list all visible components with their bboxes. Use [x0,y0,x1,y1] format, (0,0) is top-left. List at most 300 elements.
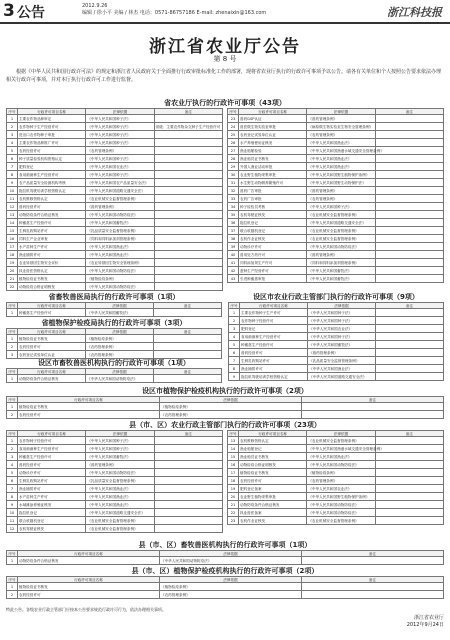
table-row [7,525,223,533]
column-header: 行政许可项目名称 [18,431,86,437]
table-cell: 农药经营许可 [18,147,86,155]
table-cell: 水产苗种生产许可 [18,493,86,501]
table-row [228,155,444,163]
table-cell [375,179,443,187]
table-cell: 36 [228,219,239,227]
table-cell [375,469,443,477]
table-row [228,115,444,123]
table-cell [154,469,222,477]
table-cell [375,227,443,235]
header-editor: 编辑 / 徐小平 美编 / 林杰 [82,10,139,16]
table-cell: 外国人渔业活动审批 [239,163,307,171]
table-cell [154,485,222,493]
table-cell [375,445,443,453]
table-cell [154,203,222,211]
permit-table [6,550,444,565]
table-cell [375,163,443,171]
table-cell: 种畜禽生产经营许可 [18,453,86,461]
table-cell: 《中华人民共和国种子法》 [86,445,154,453]
table-cell: 水生野生动物驯养繁殖许可 [239,179,307,187]
table-cell [154,235,222,243]
table-cell: 种畜禽生产经营许可 [18,309,86,317]
table-row [228,251,444,259]
table-cell: 水产养殖使用证核发 [239,139,307,147]
column-header: 法律依据 [86,369,154,375]
table-cell: 16 [228,461,239,469]
table-row [228,437,444,445]
column-header: 行政许可项目名称 [18,109,86,115]
table-cell: 《农药管理条例》 [86,147,154,155]
section-title: 省农业厅执行的行政许可事项（43项） [164,99,286,107]
table-row [7,309,222,317]
section-title: 县（市、区）农业行政主管部门执行的行政许可事项（23项） [129,421,321,429]
table-cell: 农机驾驶证核发 [18,525,86,533]
table-cell [375,171,443,179]
table-cell: 42 [228,267,239,275]
table-cell: 植物检疫证书核发 [18,335,86,343]
table-cell: 《中华人民共和国渔业法》 [307,139,375,147]
table-cell: 《中华人民共和国畜牧法》 [86,309,154,317]
table-row [228,235,444,243]
column-header: 序号 [8,369,16,374]
table-cell: 《中华人民共和国渔业法》 [86,493,154,501]
table-row [7,403,444,411]
column-header: 序号 [229,109,237,114]
table-cell: 《农业机械安全监督管理条例》 [86,195,154,203]
column-header: 序号 [8,397,16,402]
table-cell: 21 [7,275,18,283]
table-cell [154,139,222,147]
section-name: 公告 [17,5,45,21]
table-cell: 《中华人民共和国畜牧法》 [307,275,375,283]
table-row [7,461,223,469]
table-cell [154,445,222,453]
table-cell: 渔业船舶登记 [239,445,307,453]
table-cell [375,437,443,445]
header-phone: 电话：0571-86757186 [139,10,195,16]
table-cell: 《兽药管理条例》 [307,187,375,195]
table-cell: 《农业机械安全监督管理条例》 [307,235,375,243]
table-cell: 35 [228,211,239,219]
table-cell: 8 [229,365,240,373]
table-row [7,139,223,147]
table-cell: 渔业船员证书核发 [239,155,307,163]
table-cell: 《农药管理条例》 [160,591,302,599]
table-cell: 植物检疫证书核发 [239,469,307,477]
section-title: 设区市植物保护检疫机构执行的行政许可事项（2项） [142,387,308,395]
table-row [7,131,223,139]
table-cell: 种畜禽生产经营许可 [240,341,308,349]
permit-table [227,430,444,525]
column-header: 备注 [154,303,222,309]
table-cell: 联合收割机登记 [239,227,307,235]
table-cell: 17 [228,469,239,477]
table-row [228,171,444,179]
table-cell: 5 [7,147,18,155]
column-header: 序号 [8,329,16,334]
table-cell: 农机驾驶证核发 [239,211,307,219]
table-cell: 2 [229,317,240,325]
table-cell: 动物防疫条件合格证核发 [18,557,160,565]
column-header: 备注 [375,109,443,115]
column-header: 序号 [230,303,238,308]
table-row [228,195,444,203]
table-cell [154,509,222,517]
footer-date: 2012年9月24日 [406,622,444,628]
table-cell: 27 [228,147,239,155]
table-cell: 《中华人民共和国种子法》 [86,437,154,445]
table-row [7,509,223,517]
table-cell: 11 [7,517,18,525]
table-cell: 《植物检疫条例》 [86,335,154,343]
table-row [7,493,223,501]
table-cell: 28 [228,155,239,163]
table-cell: 农药经营许可 [239,477,307,485]
column-header: 法律依据 [86,329,154,335]
table-cell: 拖拉机驾驶培训学校资格认定 [240,373,308,381]
table-row [7,259,223,267]
table-cell: 10 [7,187,18,195]
permit-table [227,108,444,283]
table-cell: 33 [228,195,239,203]
table-cell: 5 [229,341,240,349]
table-row [7,557,444,565]
table-row [228,219,444,227]
table-cell: 农药经营许可 [18,343,86,351]
table-cell [154,155,222,163]
permit-table [6,368,222,383]
table-cell: 13 [7,211,18,219]
table-cell: 《农药管理条例》 [86,343,154,351]
table-cell [376,341,444,349]
table-cell: 动物防疫条件合格证核发 [239,501,307,509]
table-row [228,227,444,235]
table-cell [154,453,222,461]
table-cell: 农作物种子经营许可 [240,317,308,325]
footer-signature: 浙江省农业厅 [413,615,444,621]
table-cell: 进出口农作物种子审批 [18,131,86,139]
table-row [7,283,223,291]
table-cell: 《中华人民共和国野生植物保护条例》 [307,171,375,179]
table-cell: 19 [7,259,18,267]
column-header: 序号 [8,303,16,308]
table-cell: 《中华人民共和国农业法》 [86,163,154,171]
table-row [7,453,223,461]
table-cell: 2 [7,411,18,419]
table-cell: 《兽药管理条例》 [86,203,154,211]
table-row [7,179,223,187]
table-row [7,171,223,179]
table-cell: 《中华人民共和国渔业法》 [307,453,375,461]
table-cell: 29 [228,163,239,171]
table-cell: 《中华人民共和国动物防疫法》 [86,283,154,291]
table-cell: 24 [228,123,239,131]
column-header: 法律依据 [86,109,154,115]
table-cell: 《中华人民共和国动物防疫法》 [307,501,375,509]
table-cell: 22 [7,283,18,291]
table-cell [375,509,443,517]
table-cell: 《乳品质量安全监督管理条例》 [308,357,376,365]
table-cell: 《兽药管理条例》 [86,461,154,469]
column-header: 序号 [8,431,16,436]
table-cell: 2 [7,123,18,131]
table-cell: 生鲜乳收购站许可 [18,227,86,235]
table-cell [375,195,443,203]
table-row [228,123,444,131]
table-cell: 41 [228,259,239,267]
table-cell: 兽药经营许可 [18,203,86,211]
table-row [228,259,444,267]
table-cell: 《中华人民共和国道路交通安全法》 [86,187,154,195]
table-cell: 蚕种生产经营许可 [239,267,307,275]
table-cell: 执业兽医备案 [239,509,307,517]
table-cell: 《中华人民共和国渔业法》 [307,163,375,171]
table-cell: 18 [7,251,18,259]
table-cell [375,501,443,509]
table-cell: 9 [7,501,18,509]
table-cell [375,251,443,259]
table-row [7,501,223,509]
section-title: 设区市农业行政主管部门执行的行政许可事项（9项） [253,293,419,301]
table-row [229,317,444,325]
table-cell: 13 [228,437,239,445]
table-cell [154,493,222,501]
table-cell: 2 [7,445,18,453]
column-header: 备注 [154,431,222,437]
table-cell: 《中华人民共和国渔业法》 [86,251,154,259]
table-cell: 《农药管理条例》 [160,411,302,419]
table-cell [154,517,222,525]
table-cell [375,267,443,275]
table-cell: 11 [7,195,18,203]
table-cell: 《中华人民共和国种子法》 [86,139,154,147]
table-cell [375,115,443,123]
table-cell: 《植物检疫条例》 [86,275,154,283]
table-cell: 执业兽医资格认定 [18,267,86,275]
section-title: 省畜牧兽医局执行的行政许可事项（1项） [48,293,180,301]
table-cell [154,375,222,383]
table-cell: 兽药广告审批 [239,187,307,195]
table-cell: 动物诊疗许可 [18,469,86,477]
table-row [7,211,223,219]
table-cell [376,365,444,373]
table-row [229,325,444,333]
column-header: 法律依据 [308,303,376,309]
header-email: E-mail: zhenaixin@163.com [196,10,267,16]
table-cell [154,115,222,123]
table-cell [154,131,222,139]
table-cell: 32 [228,187,239,195]
table-cell: 渔业捕捞许可 [240,365,308,373]
table-row [7,219,223,227]
table-cell: 6 [229,349,240,357]
table-row [7,115,223,123]
table-cell [376,349,444,357]
table-cell: 7 [7,485,18,493]
table-row [7,195,223,203]
table-cell: 肥料登记 [240,325,308,333]
table-cell: 主要农作物品种审定 [18,115,86,123]
table-cell [375,485,443,493]
table-cell: 渔业船舶检验 [239,147,307,155]
table-cell [154,525,222,533]
column-header: 法律依据 [160,577,302,583]
table-cell: 1 [229,309,240,317]
table-cell [375,211,443,219]
table-cell [154,343,222,351]
table-row [7,243,223,251]
table-row [228,243,444,251]
table-cell: 《中华人民共和国野生植物保护条例》 [307,493,375,501]
table-row [228,493,444,501]
table-cell: 8 [7,493,18,501]
table-cell: 《中华人民共和国种子法》 [86,171,154,179]
table-cell: 《饲料和饲料添加剂管理条例》 [86,235,154,243]
table-cell: 《植物检疫条例》 [160,403,302,411]
table-cell [375,453,443,461]
table-row [228,147,444,155]
table-cell: 农机维修资格认定 [18,195,86,203]
table-cell: 《农药管理条例》 [307,477,375,485]
table-row [7,147,223,155]
table-cell: 渔业捕捞许可 [18,485,86,493]
table-cell: 7 [7,163,18,171]
table-cell: 23 [228,115,239,123]
table-cell [154,163,222,171]
table-row [228,275,444,283]
permit-table [6,108,223,291]
table-cell: 植物检疫证书核发 [18,583,160,591]
table-cell: 39 [228,243,239,251]
table-cell: 饲料生产企业审查 [18,235,86,243]
table-row [228,469,444,477]
table-cell: 《农业机械安全监督管理条例》 [307,211,375,219]
table-cell: 21 [228,501,239,509]
table-cell [154,227,222,235]
table-cell: 15 [228,453,239,461]
table-row [7,583,444,591]
column-header: 行政许可项目名称 [239,431,307,437]
table-cell [375,243,443,251]
table-cell: 《中华人民共和国渔业法》 [86,485,154,493]
table-cell: 动物诊疗许可 [239,243,307,251]
table-cell: 《中华人民共和国种子法》 [308,309,376,317]
table-cell: 23 [228,517,239,525]
table-cell: 兽药经营许可 [18,461,86,469]
table-cell: 《中华人民共和国动物防疫法》 [160,557,302,565]
table-row [229,341,444,349]
table-cell: 植物检疫证书核发 [18,403,160,411]
table-cell [154,243,222,251]
table-cell [375,275,443,283]
table-cell: 《中华人民共和国畜牧法》 [307,267,375,275]
table-cell [154,147,222,155]
table-cell: 20 [228,493,239,501]
table-cell: 水域滩涂养殖证核发 [18,501,86,509]
table-cell: 3 [229,325,240,333]
table-row [229,349,444,357]
table-cell [154,283,222,291]
table-cell: 《中华人民共和国畜牧法》 [308,341,376,349]
table-cell: 农药经营许可 [18,411,160,419]
table-cell: 《农业机械安全监督管理条例》 [86,525,154,533]
column-header: 序号 [8,577,16,582]
table-row [228,485,444,493]
table-cell: 17 [7,243,18,251]
table-row [7,267,223,275]
column-header: 行政许可项目名称 [18,369,86,375]
table-row [228,501,444,509]
table-cell [302,591,444,599]
table-cell [375,139,443,147]
column-header: 序号 [229,431,237,436]
table-cell: 《农药管理条例》 [307,131,375,139]
permit-table [6,576,444,599]
table-cell: 农药经营许可 [18,591,160,599]
column-header: 备注 [302,577,444,583]
column-header: 备注 [302,397,444,403]
table-cell: 12 [7,525,18,533]
table-cell: 拖拉机登记 [18,509,86,517]
table-cell: 兽药GSP认证 [239,115,307,123]
table-cell: 《农业机械安全监督管理条例》 [307,437,375,445]
table-cell: 6 [7,155,18,163]
table-cell: 3 [7,453,18,461]
table-cell: 《中华人民共和国渔业法》 [86,243,154,251]
table-row [7,163,223,171]
table-cell: 《中华人民共和国野生动物保护法》 [307,179,375,187]
table-cell: 1 [7,557,18,565]
table-row [7,227,223,235]
table-cell: 农产品质量安全检测机构考核 [18,179,86,187]
header-date: 2012.9.26 [82,3,108,9]
table-cell: 《中华人民共和国种子法》 [86,155,154,163]
table-cell: 《中华人民共和国畜牧法》 [86,219,154,227]
column-header: 备注 [375,431,443,437]
table-row [7,275,223,283]
table-cell: 30 [228,171,239,179]
table-cell: 1 [7,309,18,317]
column-header: 备注 [302,551,444,557]
table-cell: 《中华人民共和国种子法》 [86,131,154,139]
table-cell: 37 [228,227,239,235]
table-cell [154,211,222,219]
table-cell: 引进种畜禽审批 [239,275,307,283]
table-cell [154,195,222,203]
table-cell: 种畜禽生产经营许可 [18,219,86,227]
table-cell: 31 [228,179,239,187]
table-cell: 3 [7,131,18,139]
table-cell: 《兽药管理条例》 [308,349,376,357]
table-cell: 《中华人民共和国种子法》 [86,115,154,123]
table-cell: 种子检验员考核 [239,203,307,211]
table-cell [375,187,443,195]
column-header: 法律依据 [160,551,302,557]
table-cell [375,203,443,211]
table-cell: 《中华人民共和国农产品质量安全法》 [86,179,154,187]
table-cell: 14 [228,445,239,453]
table-cell [154,275,222,283]
table-cell [376,333,444,341]
table-cell: 22 [228,509,239,517]
table-cell [302,583,444,591]
page-header [0,0,450,24]
table-cell: 农药广告审批 [239,195,307,203]
table-cell [376,357,444,365]
table-row [7,445,223,453]
table-cell [302,403,444,411]
section-title: 县（市、区）畜牧兽医机构执行的行政许可事项（1项） [138,541,312,549]
